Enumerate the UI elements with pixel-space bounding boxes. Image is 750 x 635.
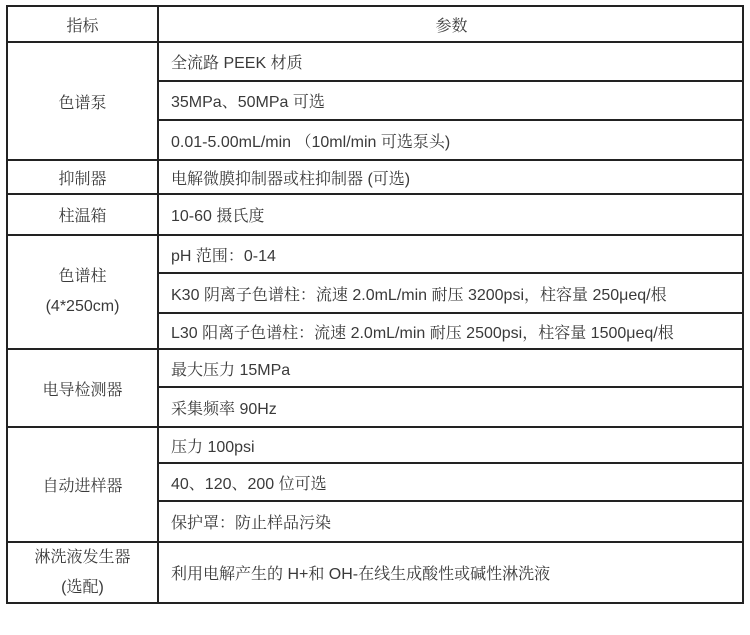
param-cell: 保护罩：防止样品污染	[158, 501, 743, 542]
table-row	[7, 542, 743, 603]
param-cell: 40、120、200 位可选	[158, 463, 743, 501]
param-cell: 压力 100psi	[158, 427, 743, 463]
param-cell: 10-60 摄氏度	[158, 194, 743, 235]
spec-table	[6, 5, 744, 604]
section-sublabel: (选配)	[61, 578, 104, 596]
section-label-cell: 柱温箱	[7, 194, 158, 235]
section-sublabel: (4*250cm)	[45, 298, 120, 315]
param-cell: 35MPa、50MPa 可选	[158, 81, 743, 120]
table-row	[7, 194, 743, 235]
section-label-cell: 抑制器	[7, 160, 158, 194]
param-cell: pH 范围：0-14	[158, 235, 743, 273]
param-cell: 0.01-5.00mL/min （10ml/min 可选泵头)	[158, 120, 743, 160]
table-row	[7, 235, 743, 273]
table-header-row	[7, 6, 743, 42]
param-cell: 利用电解产生的 H+和 OH-在线生成酸性或碱性淋洗液	[158, 542, 743, 603]
section-label: 淋洗液发生器	[34, 549, 131, 566]
section-label-cell: 自动进样器	[7, 427, 158, 542]
header-parameter-cell: 参数	[158, 6, 743, 42]
table-row	[7, 427, 743, 463]
param-cell: 全流路 PEEK 材质	[158, 42, 743, 81]
param-cell: K30 阴离子色谱柱：流速 2.0mL/min 耐压 3200psi，柱容量 250μeq/根	[158, 273, 743, 313]
section-label-cell	[7, 235, 158, 349]
param-cell: 电解微膜抑制器或柱抑制器 (可选)	[158, 160, 743, 194]
section-label: 色谱柱	[58, 268, 107, 286]
param-cell: L30 阳离子色谱柱：流速 2.0mL/min 耐压 2500psi，柱容量 1500μeq/根	[158, 313, 743, 349]
section-label-cell	[7, 542, 158, 603]
section-label-cell: 电导检测器	[7, 349, 158, 427]
header-indicator-cell: 指标	[7, 6, 158, 42]
table-row	[7, 349, 743, 387]
param-cell: 最大压力 15MPa	[158, 349, 743, 387]
table-row	[7, 160, 743, 194]
param-cell: 采集频率 90Hz	[158, 387, 743, 427]
section-label-cell: 色谱泵	[7, 42, 158, 160]
table-row	[7, 42, 743, 81]
